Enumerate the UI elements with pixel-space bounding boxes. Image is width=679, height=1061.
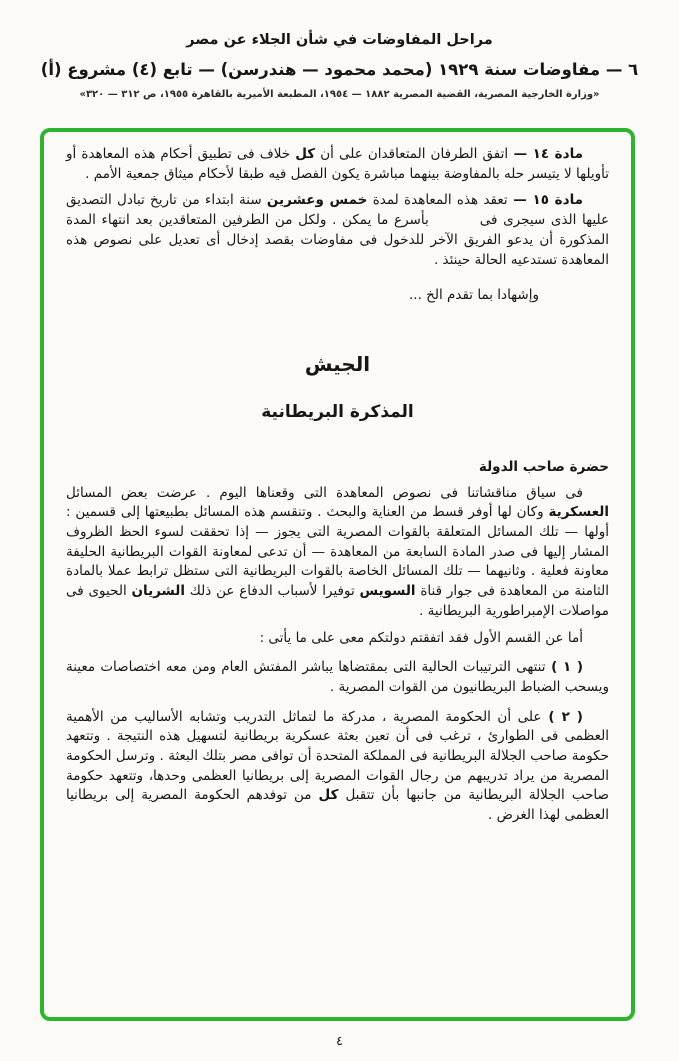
list-item-2-bold-word: كل [318, 787, 339, 804]
article-15-label: مادة ١٥ — [507, 192, 583, 209]
closing-attestation: وإشهادا بما تقدم الخ ... [408, 287, 539, 304]
list-item-1-text: تنتهى الترتيبات الحالية التى بمقتضاها يباشر المفتش العام ومن معه اختصاصات معينة ويسحب الضباط البريطانيون من القوات المصرية . [66, 659, 609, 695]
article-15-text-1: تعقد هذه المعاهدة لمدة [367, 192, 508, 209]
list-item-1-marker: ( ١ ) [545, 659, 583, 676]
article-14-text-1: اتفق الطرفان المتعاقدان على أن [315, 146, 509, 162]
intro-text-4: الحيوى فى مواصلات الإمبراطورية البريطانية . [66, 583, 609, 619]
article-15-text-2: سنة ابتداء من تاريخ تبادل التصديق عليها الذى سيجرى فى بأسرع ما يمكن . ولكل من الطرفين المتعاقدين بعد انتهاء المدة المذكورة أن يدعو الفريق الآخر للدخول فى مفاوضات بقصد إدخال أى تعديل على نصوص هذه المعاهدة تستدعيه الحالة حينئذ . [66, 192, 609, 268]
intro-text-1: فى سياق مناقشاتنا فى نصوص المعاهدة التى وقعناها اليوم . عرضت بعض المسائل [66, 484, 583, 501]
intro-text-3: توفيرا لأسباب الدفاع عن ذلك [184, 583, 360, 600]
list-item-1 [66, 658, 609, 697]
header-title: مراحل المفاوضات في شأن الجلاء عن مصر [186, 32, 493, 48]
paragraph-article-15 [66, 191, 609, 270]
paragraph-article-14 [66, 145, 609, 184]
list-item-2-text-2: من توفدهم الحكومة المصرية إلى بريطانيا العظمى لهذا الغرض . [66, 787, 609, 824]
intro-bold-suez: السويس [359, 583, 416, 600]
paragraph-intro [66, 484, 609, 622]
article-14-bold-word: كل [295, 146, 316, 162]
list-item-2-text-1: على أن الحكومة المصرية ، مدركة ما لتماثل التدريب وتشابه الأساليب من الأهمية العظمى فى الطوارئ ، ترغب فى أن تعين بعثة عسكرية بريطانية لتسهيل هذه النتيجة . وتتعهد حكومة صاحب الجلالة البريطانية فى المملكة المتحدة أن توافى مصر بتلك البعثة . وترسل الحكومة المصرية من يراد تدريبهم من رجال القوات المصرية إلى بريطانيا العظمى وحدها، وتتعهد حكومة صاحب الجلالة البريطانية من جانبها بأن تتقبل [66, 708, 609, 804]
section-heading-army: الجيش [304, 351, 371, 376]
page-number: ٤ [336, 1034, 343, 1049]
salutation-line: حضرة صاحب الدولة [478, 458, 609, 475]
article-14-text-2: خلاف فى تطبيق أحكام هذه المعاهدة أو تأويلها لا يتيسر حله بالمفاوضة بينهما مباشرة يكون الفصل فيه طبقا لأحكام ميثاق جمعية الأمم . [66, 146, 609, 182]
paragraph-first-part-lead: أما عن القسم الأول فقد اتفقتم دولتكم معى على ما يأتى : [259, 629, 583, 646]
document-header [0, 0, 679, 100]
article-14-label: مادة ١٤ — [508, 146, 583, 162]
intro-bold-military: العسكرية [548, 504, 609, 521]
intro-text-2: وكان لها أوفر قسط من العناية والبحث . وتنقسم هذه المسائل بطبيعتها إلى قسمين : أولها — تلك المسائل المتعلقة بالقوات المصرية التى يجوز — إذا تحققت لسوء الحظ الظروف المشار إليها فى صدر المادة السابعة من المعاهدة — أن تدعى لمعاونة القوات البريطانية الحليفة معاونة فعلية . وثانيهما — تلك المسائل الخاصة بالقوات البريطانية التى ستظل ترابط عملا بالمادة الثامنة من المعاهدة فى جوار قناة [66, 504, 609, 600]
article-15-bold-duration: خمس وعشرين [266, 192, 368, 209]
section-heading-british-memo: المذكرة البريطانية [261, 401, 414, 422]
intro-bold-artery: الشريان [131, 583, 185, 600]
list-item-2 [66, 708, 609, 826]
header-subtitle: ٦ — مفاوضات سنة ١٩٢٩ (محمد محمود — هندرسن) — تابع (٤) مشروع (أ) [40, 60, 639, 79]
list-item-2-marker: ( ٢ ) [541, 708, 583, 725]
content-frame [40, 128, 635, 1021]
header-source-citation: «وزارة الخارجية المصرية، القضية المصرية ١٨٨٢ — ١٩٥٤، المطبعة الأميرية بالقاهرة ١٩٥٥، ص ٣١٢ — ٣٢٠» [79, 89, 600, 100]
